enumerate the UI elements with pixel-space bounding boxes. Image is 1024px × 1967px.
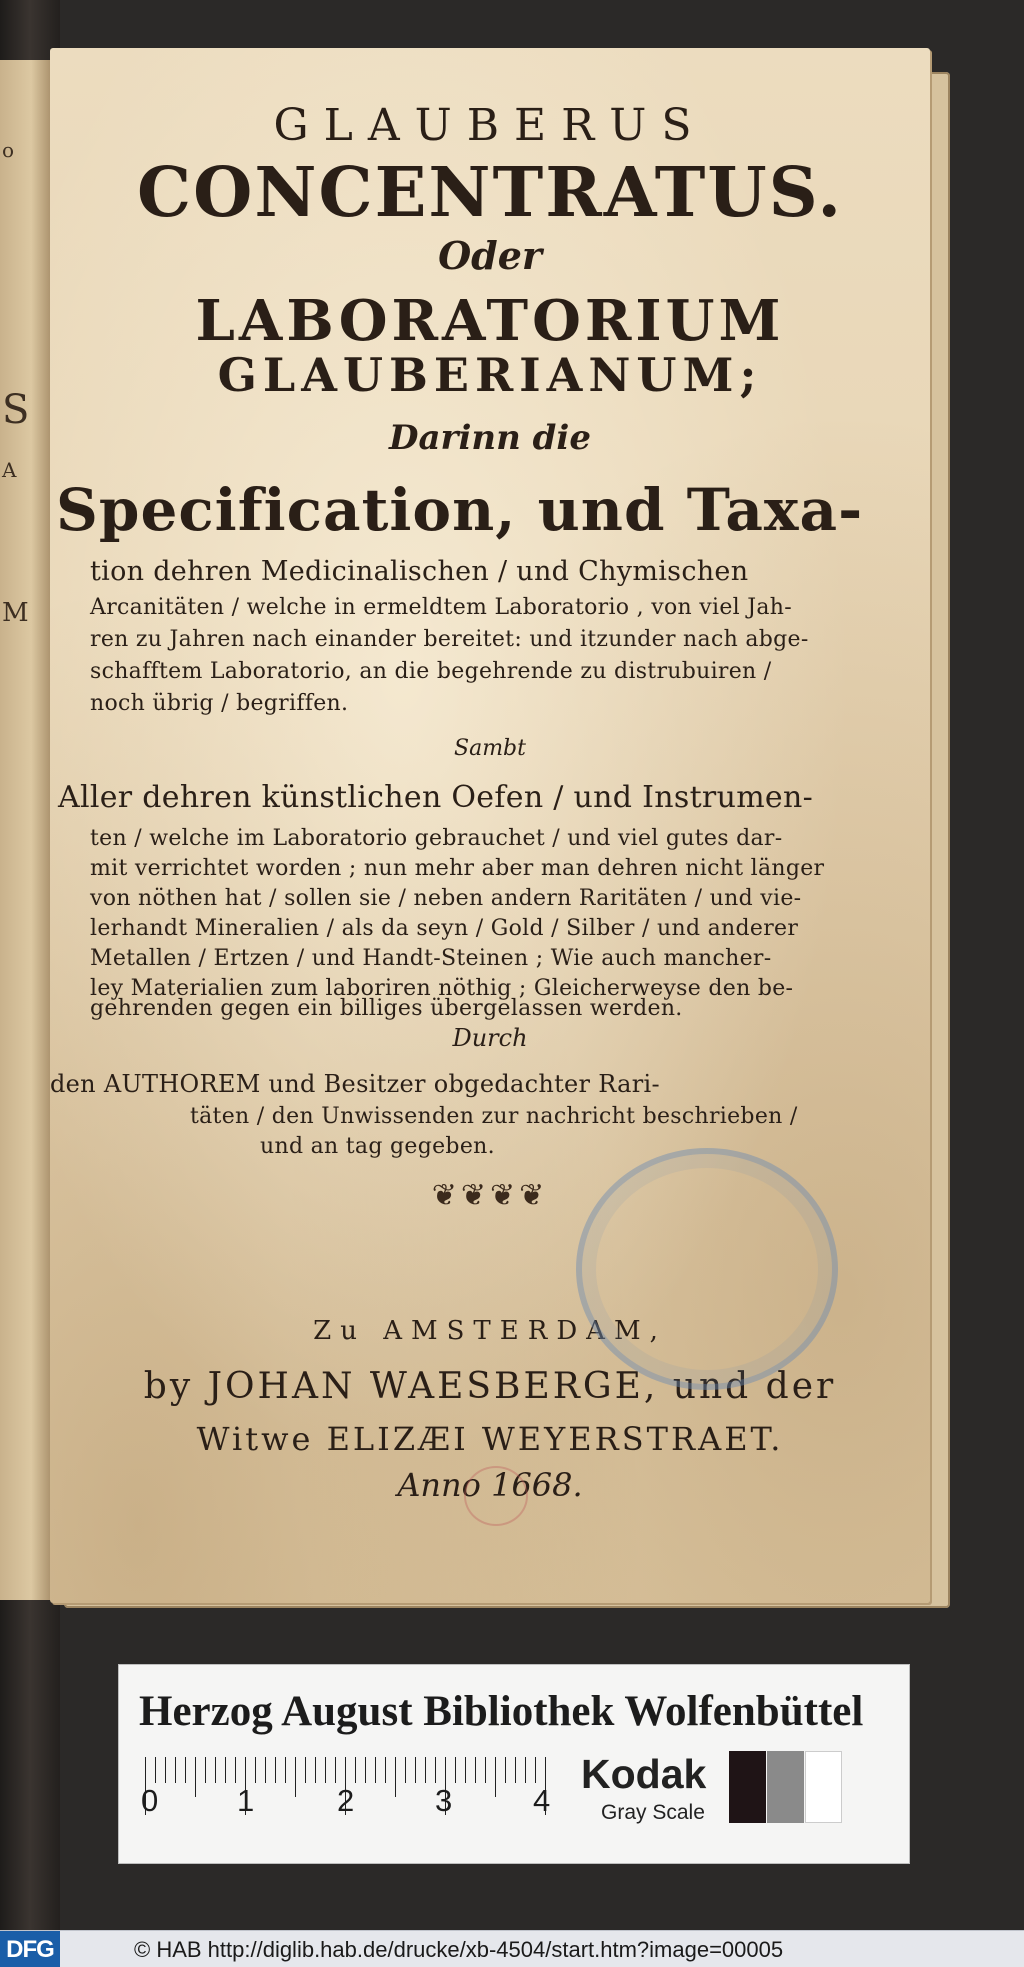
library-stamp [576, 1148, 838, 1390]
author-line: täten / den Unwissenden zur nachricht beschrieben / [190, 1104, 798, 1129]
title-page-text [50, 48, 930, 1603]
ruler-tick [305, 1757, 306, 1783]
ruler-tick [215, 1757, 216, 1783]
body-line: ten / welche im Laboratorio gebrauchet / und viel gutes dar- [90, 826, 783, 851]
ruler-tick [355, 1757, 356, 1783]
left-page-fragment: A [2, 458, 17, 482]
body-line: gehrenden gegen ein billiges übergelassen werden. [90, 996, 683, 1021]
title-line-specification: Specification, und Taxa- [56, 476, 864, 544]
ruler-tick [455, 1757, 456, 1783]
body-line: tion dehren Medicinalischen / und Chymischen [90, 556, 749, 587]
body-line: Metallen / Ertzen / und Handt-Steinen ; Wie auch mancher- [90, 946, 772, 971]
ruler-number: 2 [337, 1783, 355, 1818]
ruler-tick [165, 1757, 166, 1783]
ruler-tick [335, 1757, 336, 1783]
body-line: schafftem Laboratorio, an die begehrende zu distrubuiren / [90, 659, 772, 684]
ruler-tick [375, 1757, 376, 1783]
ruler-tick [295, 1757, 296, 1797]
imprint-printer: by JOHAN WAESBERGE, und der [143, 1366, 837, 1407]
title-line-darinn: Darinn die [389, 418, 591, 458]
body-line: von nöthen hat / sollen sie / neben andern Raritäten / und vie- [90, 886, 802, 911]
ruler-tick [385, 1757, 386, 1783]
ruler-tick [325, 1757, 326, 1783]
ruler-tick [425, 1757, 426, 1783]
ruler-tick [175, 1757, 176, 1783]
body-line: Arcanitäten / welche in ermeldtem Laboratorio , von viel Jah- [90, 595, 793, 620]
ruler-number: 0 [141, 1783, 159, 1818]
ruler-tick [405, 1757, 406, 1783]
ruler-tick [475, 1757, 476, 1783]
footer-bar [0, 1930, 1024, 1967]
ruler-tick [195, 1757, 196, 1797]
body-line: ren zu Jahren nach einander bereitet: und itzunder nach abge- [90, 627, 809, 652]
ruler-tick [365, 1757, 366, 1783]
ruler-tick [315, 1757, 316, 1783]
imprint-place: Zu AMSTERDAM, [313, 1316, 667, 1346]
ruler-tick [185, 1757, 186, 1783]
sambt-label: Sambt [454, 736, 526, 761]
body-line: ley Materialien zum laboriren nöthig ; Gleicherweyse den be- [90, 976, 794, 1001]
dfg-logo[interactable]: DFG [0, 1931, 60, 1967]
title-line-concentratus: CONCENTRATUS. [136, 153, 844, 233]
author-line: den AUTHOREM und Besitzer obgedachter Rari- [50, 1070, 660, 1098]
gray-swatch-mid [767, 1751, 804, 1823]
ruler-tick [265, 1757, 266, 1783]
ruler-tick [505, 1757, 506, 1783]
kodak-logo: Kodak [581, 1751, 707, 1797]
ruler-tick [535, 1757, 536, 1783]
title-line-glauberus: GLAUBERUS [273, 100, 707, 151]
imprint-widow: Witwe ELIZÆI WEYERSTRAET. [196, 1420, 784, 1458]
color-calibration-card [118, 1664, 910, 1864]
left-page-fragment: o [2, 138, 15, 162]
ruler-tick [515, 1757, 516, 1783]
title-line-glauberianum: GLAUBERIANUM; [217, 348, 763, 402]
ruler-number: 1 [237, 1783, 255, 1818]
left-page-fragment: M [2, 598, 29, 628]
red-ink-stamp [464, 1466, 528, 1526]
imprint-year: Anno 1668. [397, 1466, 583, 1504]
ruler-number: 4 [533, 1783, 551, 1818]
ruler-tick [415, 1757, 416, 1783]
ruler-tick [465, 1757, 466, 1783]
ruler-tick [155, 1757, 156, 1783]
gray-swatch-light [805, 1751, 842, 1823]
body-line: noch übrig / begriffen. [90, 691, 349, 716]
author-line: und an tag gegeben. [260, 1134, 495, 1159]
copyright-link[interactable]: © HAB http://diglib.hab.de/drucke/xb-4504/start.htm?image=00005 [134, 1937, 784, 1962]
durch-label: Durch [452, 1024, 528, 1052]
ruler-tick [495, 1757, 496, 1797]
body-line: lerhandt Mineralien / als da seyn / Gold / Silber / und anderer [90, 916, 799, 941]
title-line-oder: Oder [438, 233, 542, 278]
printer-ornament: ❦❦❦❦ [431, 1178, 549, 1213]
card-title: Herzog August Bibliothek Wolfenbüttel [139, 1688, 864, 1735]
ruler-tick [395, 1757, 396, 1797]
left-page-fragment: S [2, 387, 30, 433]
ruler-tick [525, 1757, 526, 1783]
body-line: Aller dehren künstlichen Oefen / und Instrumen- [58, 780, 814, 815]
ruler-number: 3 [435, 1783, 453, 1818]
ruler-tick [235, 1757, 236, 1783]
scale-ruler [145, 1757, 565, 1817]
ruler-tick [275, 1757, 276, 1783]
ruler-tick [485, 1757, 486, 1783]
ruler-tick [255, 1757, 256, 1783]
gray-swatch-dark [729, 1751, 766, 1823]
ruler-tick [205, 1757, 206, 1783]
ruler-tick [285, 1757, 286, 1783]
title-line-laboratorium: LABORATORIUM [195, 288, 785, 354]
gray-scale-label: Gray Scale [601, 1801, 705, 1824]
title-page [50, 48, 930, 1603]
ruler-tick [225, 1757, 226, 1783]
left-page-edge [0, 60, 54, 1600]
ruler-tick [435, 1757, 436, 1783]
body-line: mit verrichtet worden ; nun mehr aber man dehren nicht länger [90, 856, 825, 881]
